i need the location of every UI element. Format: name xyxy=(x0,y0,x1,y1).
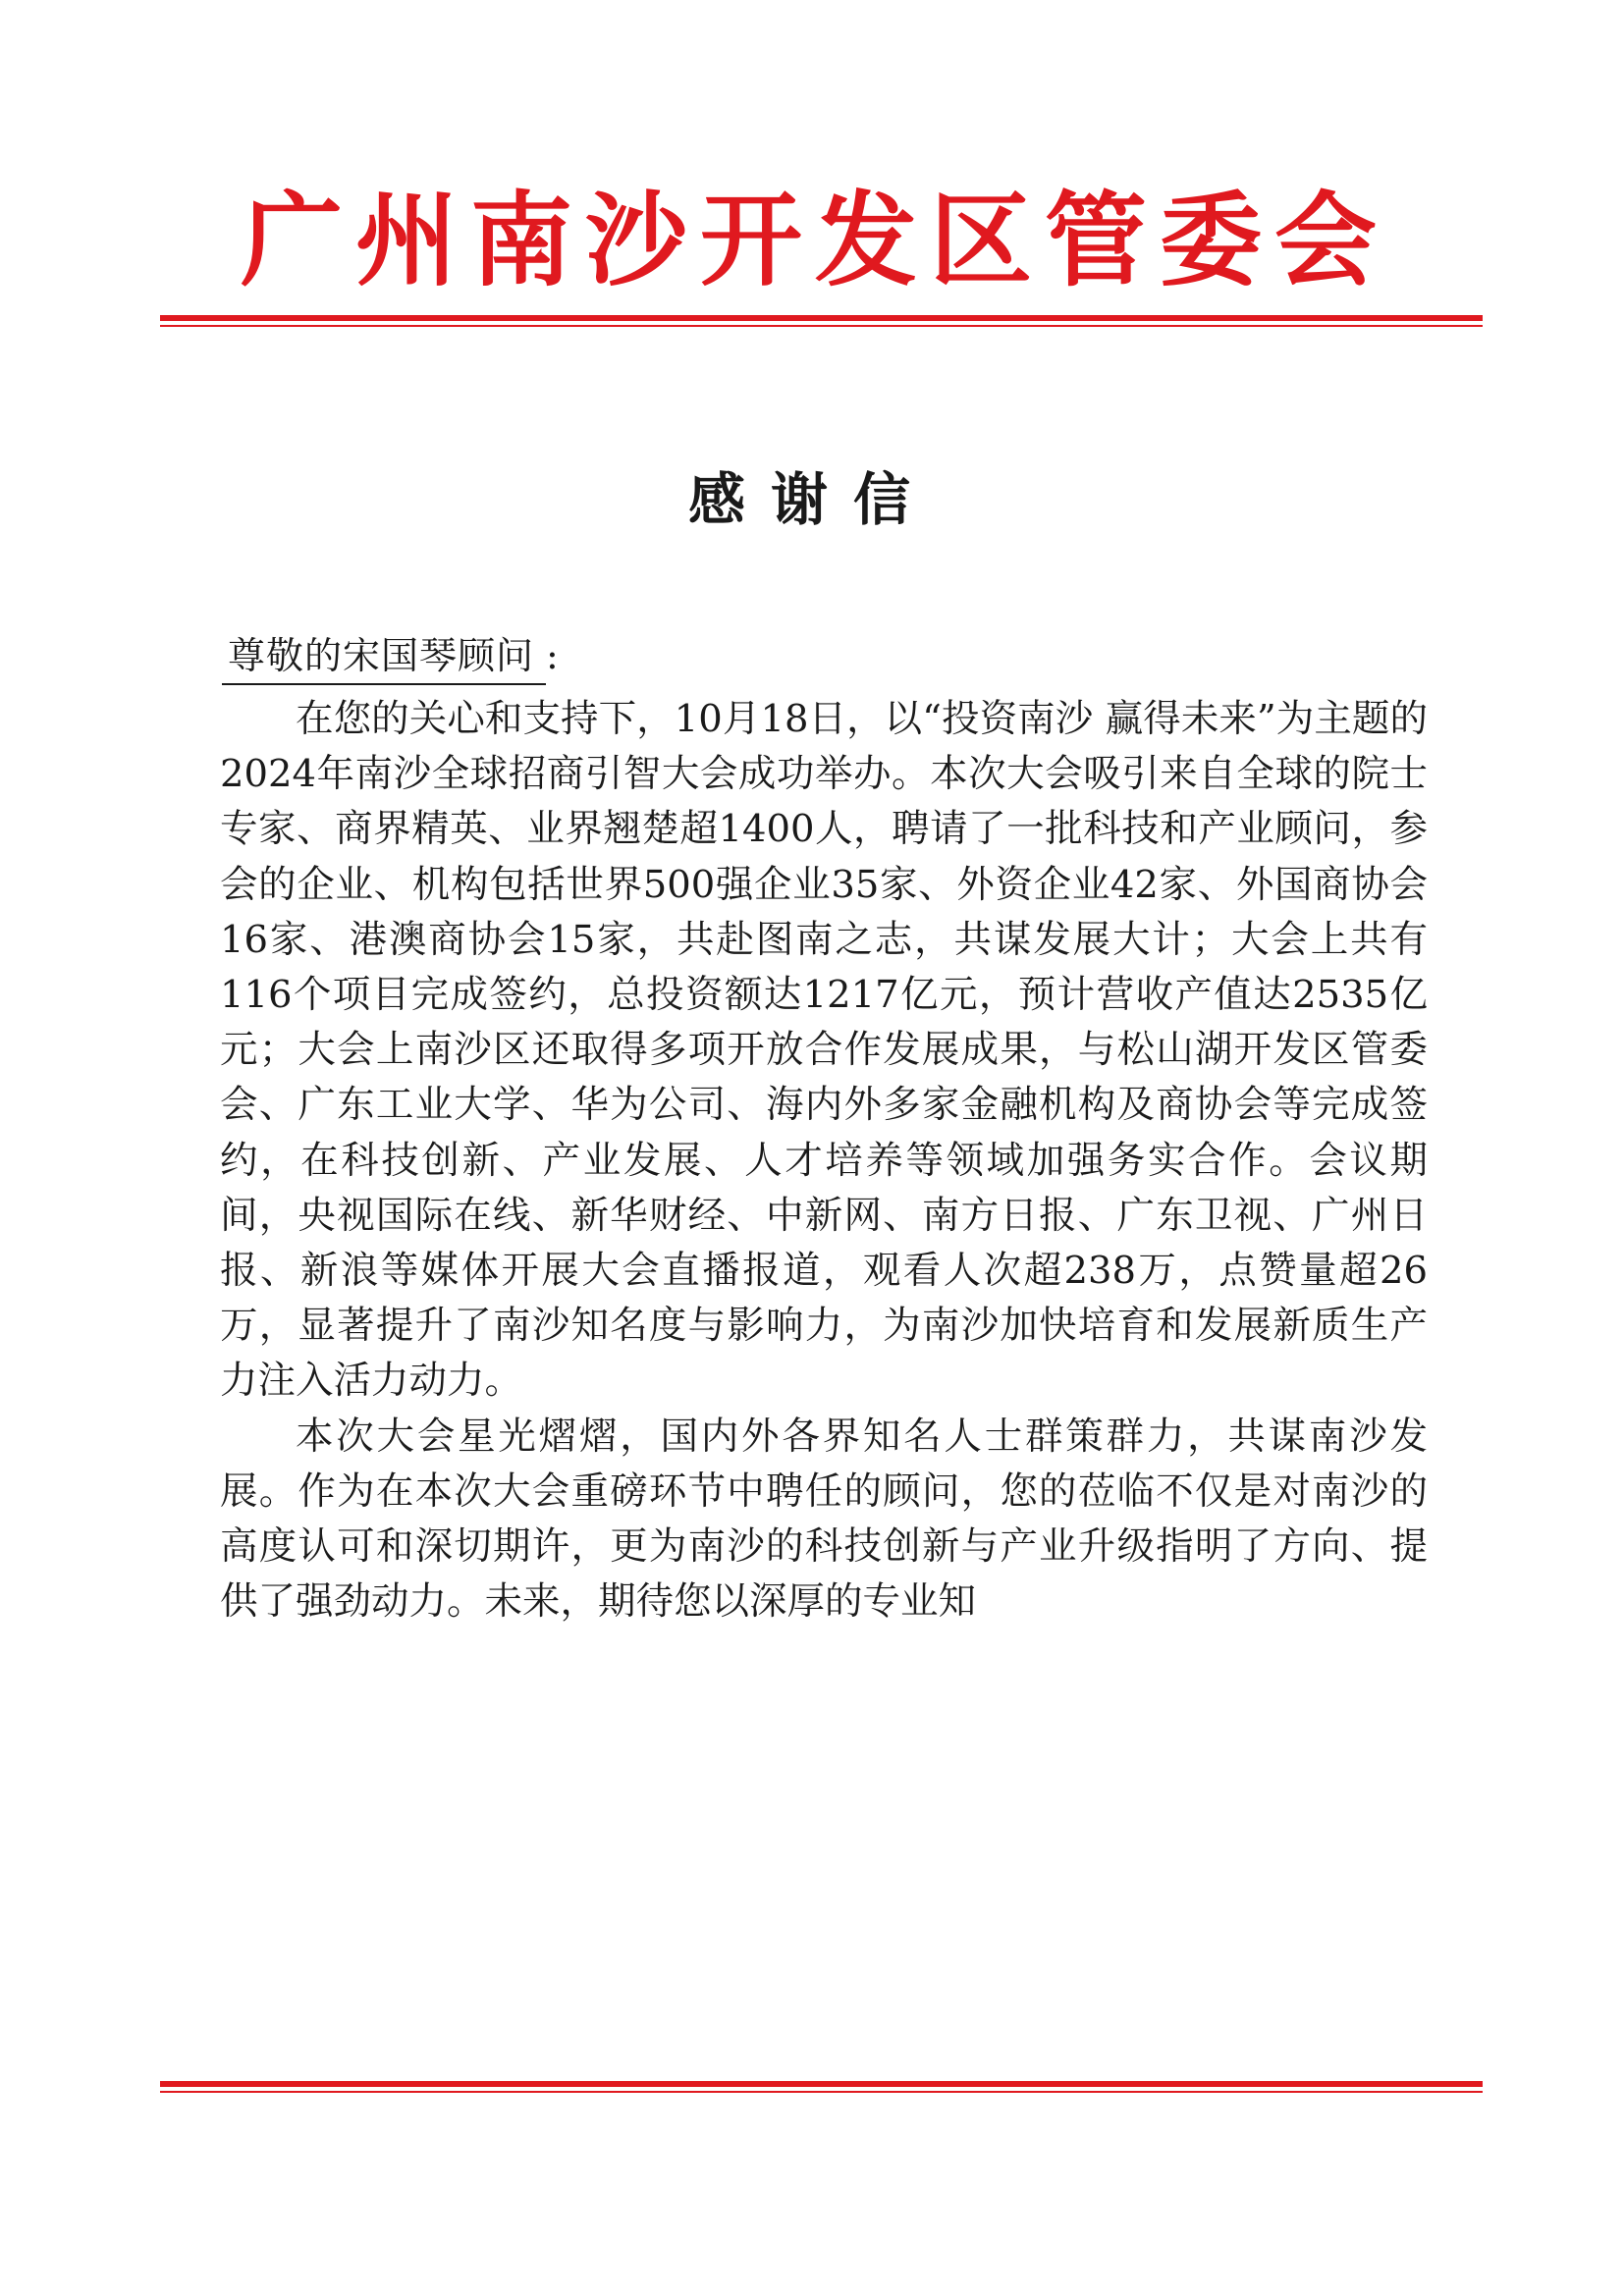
letterhead-organization-name: 广州南沙开发区管委会 xyxy=(240,180,1389,300)
salutation xyxy=(222,628,559,685)
salutation-colon: : xyxy=(546,634,559,677)
letter-body xyxy=(220,692,1428,1629)
salutation-recipient: 尊敬的宋国琴顾问 xyxy=(222,628,546,685)
body-paragraph: 本次大会星光熠熠，国内外各界知名人士群策群力，共谋南沙发展。作为在本次大会重磅环节中聘任的顾问，您的莅临不仅是对南沙的高度认可和深切期许，更为南沙的科技创新与产业升级指明了方向、提供了强劲动力。未来，期待您以深厚的专业知 xyxy=(220,1414,1428,1625)
footer-rule-thick xyxy=(160,2081,1483,2087)
body-paragraph: 在您的关心和支持下，10月18日，以“投资南沙 赢得未来”为主题的2024年南沙全球招商引智大会成功举办。本次大会吸引来自全球的院士专家、商界精英、业界翘楚超1400人，聘请了一批科技和产业顾问，参会的企业、机构包括世界500强企业35家、外资企业42家、外国商协会16家、港澳商协会15家，共赴图南之志，共谋发展大计；大会上共有116个项目完成签约，总投资额达1217亿元，预计营收产值达2535亿元；大会上南沙区还取得多项开放合作发展成果，与松山湖开发区管委会、广东工业大学、华为公司、海内外多家金融机构及商协会等完成签约，在科技创新、产业发展、人才培养等领域加强务实合作。会议期间，央视国际在线、新华财经、中新网、南方日报、广东卫视、广州日报、新浪等媒体开展大会直播报道，观看人次超238万，点赞量超26万，显著提升了南沙知名度与影响力，为南沙加快培育和发展新质生产力注入活力动力。 xyxy=(220,697,1428,1404)
letterhead-top-rule-thin xyxy=(160,325,1483,327)
letterhead xyxy=(157,167,1473,314)
letter-title: 感谢信 xyxy=(687,466,936,533)
footer-rule-thin xyxy=(160,2091,1483,2093)
letterhead-top-rule-thick xyxy=(160,315,1483,321)
